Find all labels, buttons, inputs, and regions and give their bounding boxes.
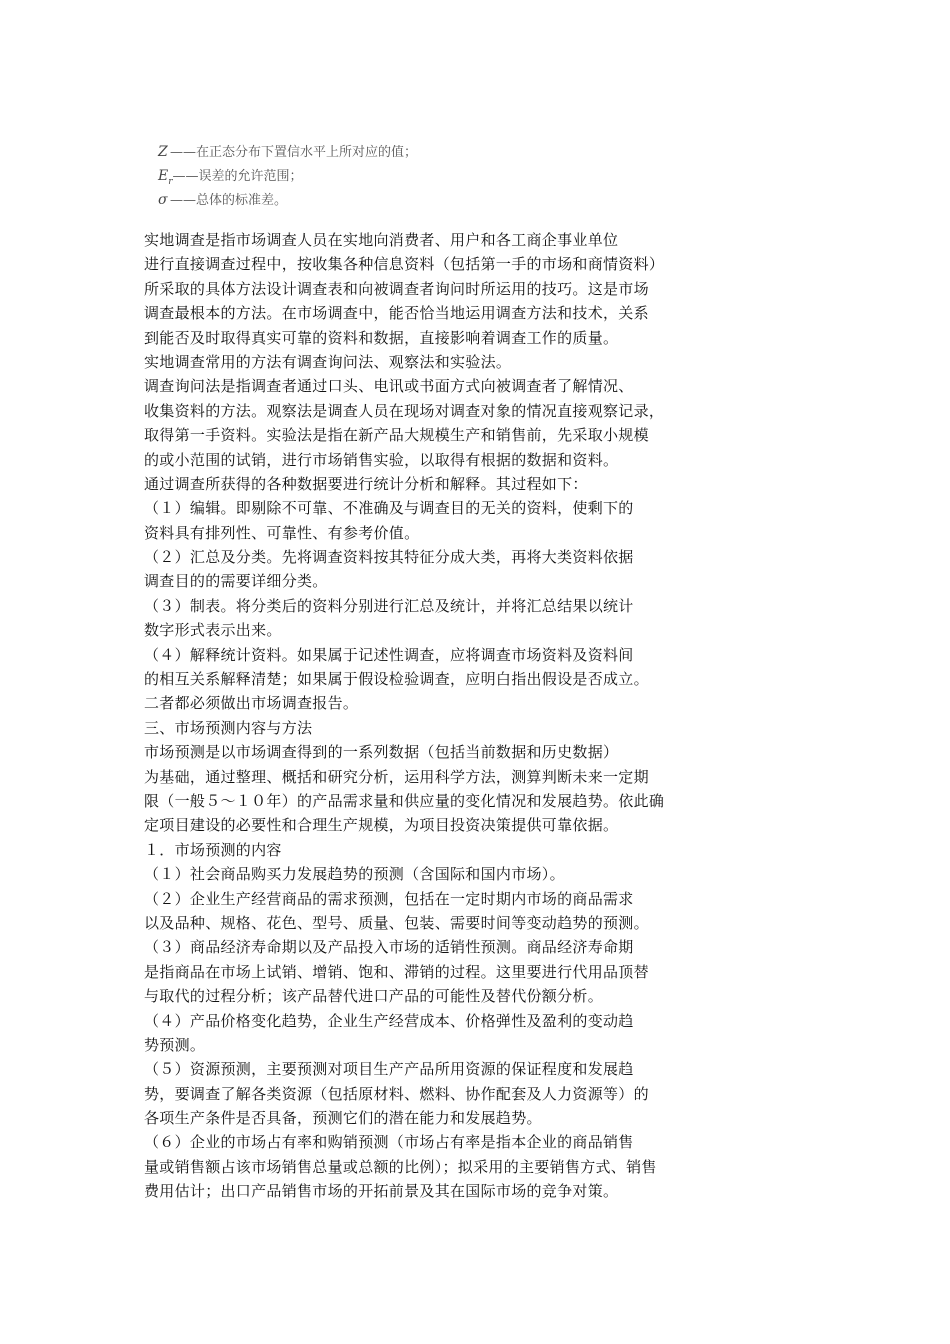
text-line: 资料具有排列性、可靠性、有参考价值。 bbox=[144, 523, 420, 542]
legend-text: ——总体的标准差。 bbox=[170, 193, 288, 208]
text-line: 的或小范围的试销，进行市场销售实验，以取得有根据的数据和资料。 bbox=[144, 450, 619, 469]
text-line: 是指商品在市场上试销、增销、饱和、滞销的过程。这里要进行代用品顶替 bbox=[144, 962, 649, 981]
legend-row bbox=[158, 188, 498, 212]
text-line: （３）制表。将分类后的资料分别进行汇总及统计，并将汇总结果以统计 bbox=[144, 596, 634, 615]
text-line: （２）企业生产经营商品的需求预测，包括在一定时期内市场的商品需求 bbox=[144, 889, 634, 908]
text-line: 所采取的具体方法设计调查表和向被调查者询问时所运用的技巧。这是市场 bbox=[144, 279, 649, 298]
text-line: 调查目的的需要详细分类。 bbox=[144, 572, 328, 591]
text-line: 通过调查所获得的各种数据要进行统计分析和解释。其过程如下： bbox=[144, 474, 588, 493]
text-line: 实地调查常用的方法有调查询问法、观察法和实验法。 bbox=[144, 352, 512, 371]
text-line: 实地调查是指市场调查人员在实地向消费者、用户和各工商企事业单位 bbox=[144, 231, 619, 249]
text-line: 数字形式表示出来。 bbox=[144, 621, 282, 640]
text-line: 以及品种、规格、花色、型号、质量、包装、需要时间等变动趋势的预测。 bbox=[144, 913, 649, 932]
text-line: （４）产品价格变化趋势，企业生产经营成本、价格弹性及盈利的变动趋 bbox=[144, 1011, 634, 1030]
body-text bbox=[144, 228, 824, 1204]
section-heading: 三、市场预测内容与方法 bbox=[144, 718, 313, 737]
text-line: 各项生产条件是否具备，预测它们的潜在能力和发展趋势。 bbox=[144, 1109, 542, 1128]
text-line: （１）社会商品购买力发展趋势的预测（含国际和国内市场）。 bbox=[144, 865, 565, 884]
text-line: 调查询问法是指调查者通过口头、电讯或书面方式向被调查者了解情况、 bbox=[144, 377, 634, 396]
text-line: 费用估计；出口产品销售市场的开拓前景及其在国际市场的竞争对策。 bbox=[144, 1182, 619, 1201]
text-line: （６）企业的市场占有率和购销预测（市场占有率是指本企业的商品销售 bbox=[144, 1133, 634, 1152]
text-line: 限（一般５～１０年）的产品需求量和供应量的变化情况和发展趋势。依此确 bbox=[144, 791, 665, 810]
text-line: （１）编辑。即剔除不可靠、不准确及与调查目的无关的资料，使剩下的 bbox=[144, 499, 634, 518]
text-line: （２）汇总及分类。先将调查资料按其特征分成大类，再将大类资料依据 bbox=[144, 548, 634, 567]
text-line: 量或销售额占该市场销售总量或总额的比例）；拟采用的主要销售方式、销售 bbox=[144, 1157, 657, 1176]
text-line: 与取代的过程分析；该产品替代进口产品的可能性及替代份额分析。 bbox=[144, 987, 604, 1006]
legend-text: ——在正态分布下置信水平上所对应的值； bbox=[170, 145, 418, 160]
legend-row bbox=[158, 164, 498, 188]
text-line: 为基础，通过整理、概括和研究分析，运用科学方法，测算判断未来一定期 bbox=[144, 767, 649, 786]
legend-symbol: σ bbox=[158, 192, 168, 208]
text-line: 定项目建设的必要性和合理生产规模，为项目投资决策提供可靠依据。 bbox=[144, 816, 619, 835]
text-line: 到能否及时取得真实可靠的资料和数据，直接影响着调查工作的质量。 bbox=[144, 328, 619, 347]
text-line: 取得第一手资料。实验法是指在新产品大规模生产和销售前，先采取小规模 bbox=[144, 426, 649, 445]
text-line: 收集资料的方法。观察法是调查人员在现场对调查对象的情况直接观察记录， bbox=[144, 401, 665, 420]
text-line: 进行直接调查过程中，按收集各种信息资料（包括第一手的市场和商情资料） bbox=[144, 255, 665, 274]
text-line: 调查最根本的方法。在市场调查中，能否恰当地运用调查方法和技术，关系 bbox=[144, 304, 649, 323]
legend-symbol: Z bbox=[158, 144, 168, 160]
text-line: （３）商品经济寿命期以及产品投入市场的适销性预测。商品经济寿命期 bbox=[144, 938, 634, 957]
legend-text: ——误差的允许范围； bbox=[172, 169, 303, 184]
text-line: （４）解释统计资料。如果属于记述性调查，应将调查市场资料及资料间 bbox=[144, 645, 634, 664]
text-line: 市场预测是以市场调查得到的一系列数据（包括当前数据和历史数据） bbox=[144, 743, 619, 762]
text-line: 的相互关系解释清楚；如果属于假设检验调查，应明白指出假设是否成立。 bbox=[144, 670, 649, 689]
symbol-legend bbox=[158, 140, 498, 212]
subsection-heading: １．市场预测的内容 bbox=[144, 840, 282, 859]
legend-row bbox=[158, 140, 498, 164]
legend-symbol: $E_r$ bbox=[158, 168, 173, 187]
text-line: 势预测。 bbox=[144, 1035, 206, 1054]
text-line: （５）资源预测，主要预测对项目生产产品所用资源的保证程度和发展趋 bbox=[144, 1060, 634, 1079]
text-line: 势，要调查了解各类资源（包括原材料、燃料、协作配套及人力资源等）的 bbox=[144, 1084, 649, 1103]
text-line: 二者都必须做出市场调查报告。 bbox=[144, 694, 359, 713]
